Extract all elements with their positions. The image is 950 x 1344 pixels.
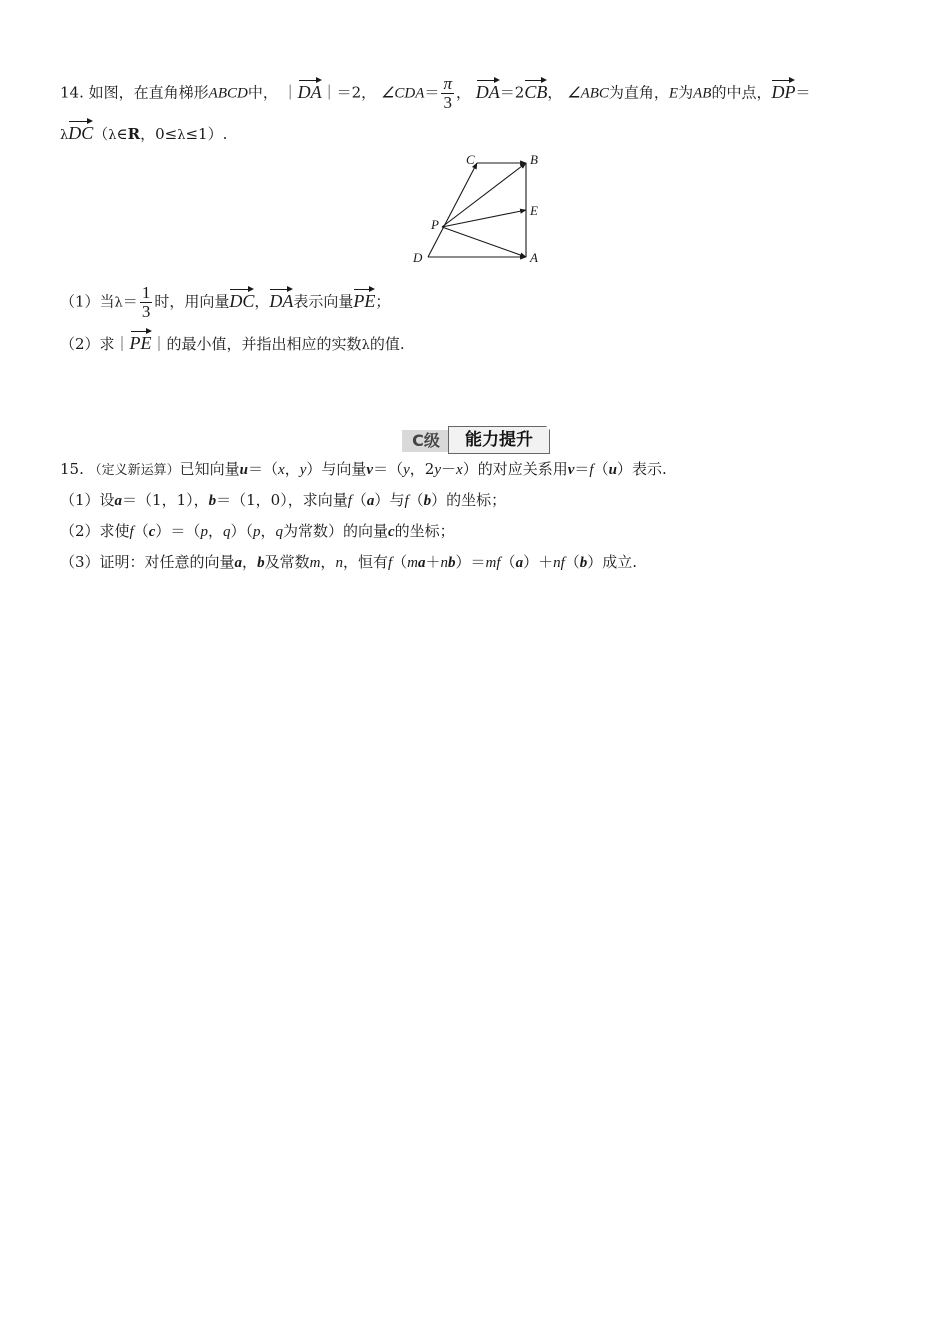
vector-pe: PE [353, 287, 375, 311]
label-e: E [530, 203, 538, 218]
trapezoid-figure [395, 148, 565, 270]
vector-da: DA [476, 78, 500, 102]
vector-dc: DC [68, 119, 93, 143]
segment-pa [442, 227, 526, 257]
q14-part-2: （2）求｜PE｜的最小值，并指出相应的实数λ的值. [60, 329, 405, 356]
badge-folded-corner [544, 424, 552, 432]
vector-da: DA [298, 78, 322, 102]
q15-tag: （定义新运算） [88, 463, 180, 478]
badge-level: C级 [402, 430, 450, 452]
segment-pe [442, 210, 526, 227]
fraction-one-third: $\frac{1}{3}$ [141, 283, 151, 321]
fraction-pi-over-3: $\frac{\pi}{3}$ [443, 74, 452, 112]
q14-number: 14. [60, 83, 84, 102]
q15-part-1: （1）设a＝（1，1），b＝（1，0），求向量f（a）与f（b）的坐标； [60, 491, 507, 509]
vector-da: DA [269, 287, 293, 311]
badge-label: 能力提升 [448, 426, 550, 454]
q14-line-2: λDC（λ∈R，0≤λ≤1）. [60, 119, 227, 146]
vector-dc: DC [229, 287, 254, 311]
label-c: C [466, 152, 475, 167]
label-a: A [530, 250, 538, 265]
label-p: P [431, 217, 439, 232]
q15-number: 15. [60, 460, 84, 478]
segment-dc [428, 163, 477, 257]
section-badge [402, 424, 552, 456]
q15-part-2: （2）求使f（c）＝（p，q）（p，q为常数）的向量c的坐标； [60, 522, 455, 540]
q14-line-1: 14. 如图，在直角梯形ABCD中， ｜DA｜＝2， ∠CDA＝ $\frac{\pi}{3}$ ， DA＝2CB， ∠ABC为直角，E为AB的中点，DP＝ [60, 74, 811, 112]
q15-line-1: 15. （定义新运算）已知向量u＝（x，y）与向量v＝（y，2y－x）的对应关系用v＝f（u）表示. [60, 460, 667, 478]
label-d: D [413, 250, 423, 265]
vector-dp: DP [771, 78, 795, 102]
label-b: B [530, 152, 538, 167]
vector-cb: CB [524, 78, 547, 102]
q14-part-1: （1）当λ＝ $\frac{1}{3}$ 时，用向量DC，DA表示向量PE； [60, 283, 391, 321]
q15-part-3: （3）证明：对任意的向量a，b及常数m，n，恒有f（ma＋nb）＝mf（a）＋nf（b）成立. [60, 553, 638, 571]
segment-pb [442, 163, 526, 227]
vector-pe: PE [130, 329, 152, 353]
